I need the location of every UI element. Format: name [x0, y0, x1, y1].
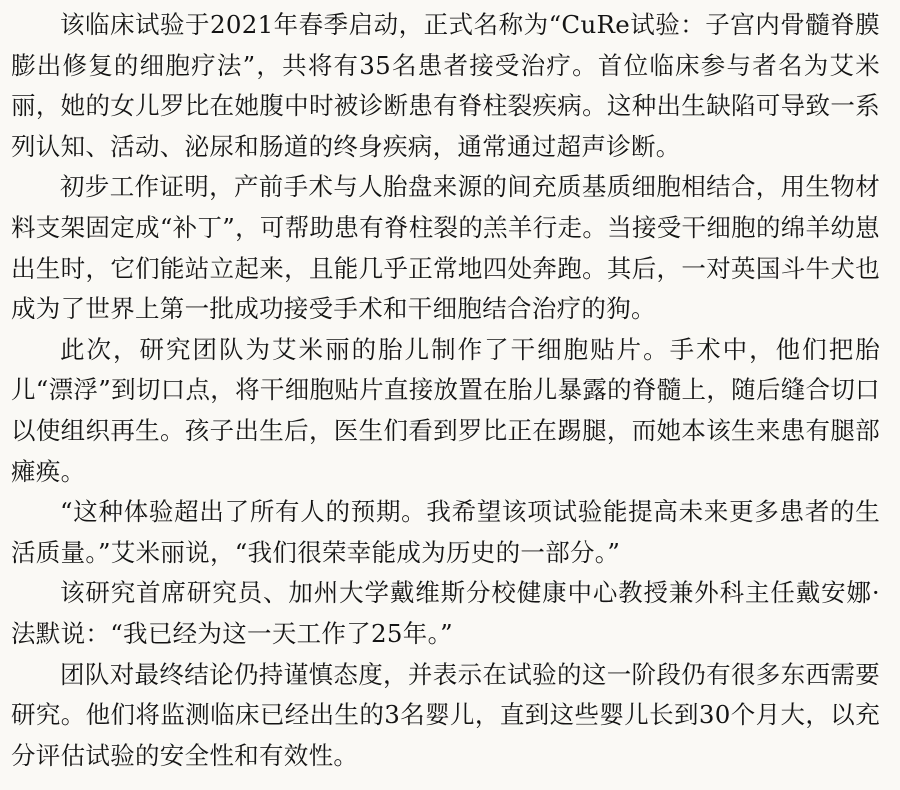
paragraph-2: 初步工作证明，产前手术与人胎盘来源的间充质基质细胞相结合，用生物材料支架固定成“补丁”，可帮助患有脊柱裂的羔羊行走。当接受干细胞的绵羊幼崽出生时，它们能站立起来，且能几乎正常地四处奔跑。其后，一对英国斗牛犬也成为了世界上第一批成功接受手术和干细胞结合治疗的狗。 — [11, 172, 880, 324]
paragraph-1: 该临床试验于2021年春季启动，正式名称为“CuRe试验：子宫内骨髓脊膜膨出修复的细胞疗法”，共将有35名患者接受治疗。首位临床参与者名为艾米丽，她的女儿罗比在她腹中时被诊断患有脊柱裂疾病。这种出生缺陷可导致一系列认知、活动、泌尿和肠道的终身疾病，通常通过超声诊断。 — [11, 10, 880, 161]
paragraph-6: 团队对最终结论仍持谨慎态度，并表示在试验的这一阶段仍有很多东西需要研究。他们将监测临床已经出生的3名婴儿，直到这些婴儿长到30个月大，以充分评估试验的安全性和有效性。 — [11, 659, 880, 770]
paragraph-4: “这种体验超出了所有人的预期。我希望该项试验能提高未来更多患者的生活质量。”艾米丽说，“我们很荣幸能成为历史的一部分。” — [11, 497, 880, 567]
paragraph-5: 该研究首席研究员、加州大学戴维斯分校健康中心教授兼外科主任戴安娜·法默说：“我已经为这一天工作了25年。” — [11, 578, 880, 648]
paragraph-3: 此次，研究团队为艾米丽的胎儿制作了干细胞贴片。手术中，他们把胎儿“漂浮”到切口点，将干细胞贴片直接放置在胎儿暴露的脊髓上，随后缝合切口以使组织再生。孩子出生后，医生们看到罗比正在踢腿，而她本该生来患有腿部瘫痪。 — [11, 334, 880, 486]
